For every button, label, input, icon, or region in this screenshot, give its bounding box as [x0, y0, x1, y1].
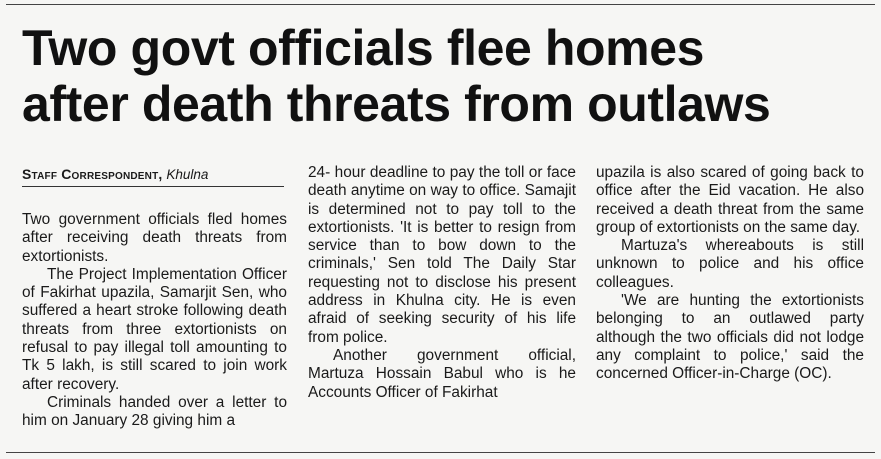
article-column-1: [22, 164, 287, 431]
paragraph: Two government officials fled homes after receiving death threats from extortionists.: [22, 211, 287, 265]
byline: [22, 164, 284, 187]
article-column-2: [308, 164, 576, 402]
paragraph: upazila is also scared of going back to office after the Eid vacation. He also received a death threat from the same group of extortionists on the same day.: [596, 164, 864, 236]
headline: [22, 20, 872, 132]
bottom-rule: [6, 452, 875, 453]
paragraph: 24- hour deadline to pay the toll or face death anytime on way to office. Samajit is determined not to pay toll to the extortionists. 'It is better to resign from service than to bow down to the criminals,' Sen told The Daily Star requesting not to disclose his present address in Khulna city. He is even afraid of seeking security of his life from police.: [308, 164, 576, 346]
headline-line-1: Two govt officials flee homes: [22, 20, 705, 76]
top-rule: [6, 4, 875, 5]
paragraph: The Project Implementation Officer of Fakirhat upazila, Samarjit Sen, who suffered a heart stroke following death threats from three extortionists on refusal to pay illegal toll amounting to Tk 5 lakh, is still scared to join work after recovery.: [22, 265, 287, 393]
paragraph: 'We are hunting the extortionists belonging to an outlawed party although the two officials did not lodge any complaint to police,' said the concerned Officer-in-Charge (OC).: [596, 292, 864, 383]
paragraph: Another government official, Martuza Hossain Babul who is he Accounts Officer of Fakirhat: [308, 346, 576, 401]
byline-name: Staff Correspondent,: [22, 166, 163, 182]
byline-place: Khulna: [166, 167, 209, 182]
paragraph: Criminals handed over a letter to him on January 28 giving him a: [22, 393, 287, 430]
headline-line-2: after death threats from outlaws: [22, 76, 771, 132]
article-column-3: [596, 164, 864, 384]
paragraph: Martuza's whereabouts is still unknown to police and his office colleagues.: [596, 237, 864, 291]
